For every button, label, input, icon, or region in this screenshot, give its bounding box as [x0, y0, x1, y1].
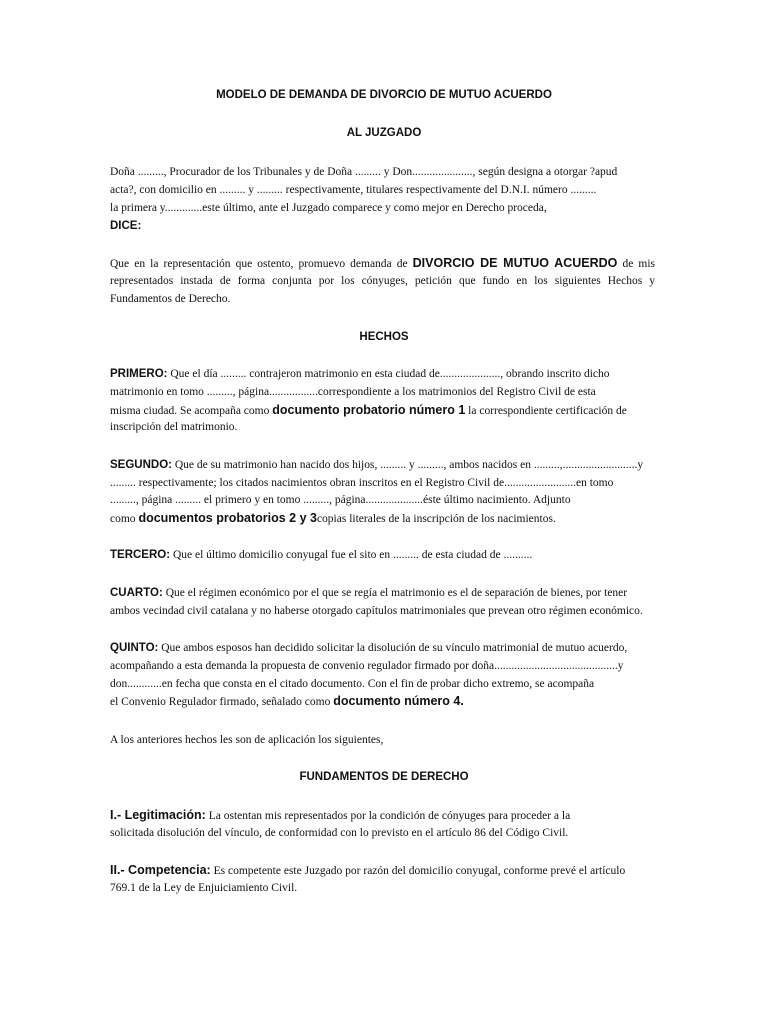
petition-line-2: representados instada de forma conjunta por los cónyuges, petición que fundo en los siguientes Hechos y [110, 275, 655, 287]
quinto-emphasis: documento número 4. [333, 694, 464, 708]
cuarto-line-1 [110, 586, 627, 600]
cuarto-label: CUARTO: [110, 587, 163, 599]
primero-line-2: matrimonio en tomo ........., página.................correspondiente a los matrimonios del Registro Civil de esta [110, 386, 596, 398]
quinto-text: Que ambos esposos han decidido solicitar la disolución de su vínculo matrimonial de mutuo acuerdo, [158, 642, 628, 654]
fund1-line-1 [110, 808, 570, 823]
quinto-line-2: acompañando a esta demanda la propuesta de convenio regulador firmado por doña...........................................y [110, 660, 624, 672]
segundo-text: Que de su matrimonio han nacido dos hijos, ......... y ........., ambos nacidos en .........,..........................y [171, 459, 644, 471]
intro-line-2: acta?, con domicilio en ......... y ......... respectivamente, titulares respectivamente del D.N.I. número ......... [110, 184, 597, 196]
hechos-heading: HECHOS [359, 331, 409, 343]
fund2-text: Es competente este Juzgado por razón del domicilio conyugal, conforme prevé el artículo [210, 865, 626, 877]
quinto-line-4 [110, 694, 464, 709]
segundo-emphasis: documentos probatorios 2 y 3 [138, 511, 317, 525]
document-subtitle: AL JUZGADO [346, 127, 422, 139]
fund2-line-2: 769.1 de la Ley de Enjuiciamiento Civil. [110, 882, 298, 894]
cuarto-text: Que el régimen económico por el que se regía el matrimonio es el de separación de bienes, por tener [162, 587, 628, 599]
primero-line-4: inscripción del matrimonio. [110, 421, 238, 433]
dice-label: DICE: [110, 220, 142, 232]
fund1-label: I.- Legitimación: [110, 808, 206, 822]
quinto-line-3: don............en fecha que consta en el citado documento. Con el fin de probar dicho extremo, se acompaña [110, 678, 595, 690]
petition-emphasis: DIVORCIO DE MUTUO ACUERDO [412, 256, 618, 270]
intro-line-3: la primera y.............este último, ante el Juzgado comparece y como mejor en Derecho proceda, [110, 202, 547, 214]
tercero-line-1 [110, 548, 532, 562]
primero-line-3 [110, 403, 627, 418]
fund1-line-2: solicitada disolución del vínculo, de conformidad con lo previsto en el artículo 86 del Código Civil. [110, 827, 569, 839]
petition-line-1 [110, 256, 655, 271]
primero-text: misma ciudad. Se acompaña como [110, 405, 273, 417]
transition-text: A los anteriores hechos les son de aplicación los siguientes, [110, 734, 384, 746]
segundo-text: como [110, 513, 139, 525]
primero-text: Que el día ......... contrajeron matrimonio en esta ciudad de....................., obrando inscrito dicho [167, 368, 610, 380]
segundo-text: copias literales de la inscripción de los nacimientos. [316, 513, 556, 525]
segundo-line-3: ........., página ......... el primero y en tomo ........., página....................éste último nacimiento. Adjunto [110, 494, 571, 506]
petition-line-3: Fundamentos de Derecho. [110, 293, 231, 305]
intro-line-1: Doña ........., Procurador de los Tribunales y de Doña ......... y Don....................., según designa a otorgar ?apud [110, 166, 618, 178]
quinto-line-1 [110, 641, 627, 655]
segundo-label: SEGUNDO: [110, 459, 172, 471]
segundo-line-4 [110, 511, 556, 526]
primero-line-1 [110, 367, 610, 381]
fund2-line-1 [110, 863, 625, 878]
document-title: MODELO DE DEMANDA DE DIVORCIO DE MUTUO ACUERDO [216, 89, 552, 101]
primero-label: PRIMERO: [110, 368, 168, 380]
primero-emphasis: documento probatorio número 1 [272, 403, 466, 417]
tercero-text: Que el último domicilio conyugal fue el sito en ......... de esta ciudad de .......... [170, 549, 533, 561]
cuarto-line-2: ambos vecindad civil catalana y no haberse otorgado capítulos matrimoniales que prevean otro régimen económico. [110, 605, 643, 617]
primero-text: la correspondiente certificación de [465, 405, 627, 417]
tercero-label: TERCERO: [110, 549, 171, 561]
fund1-text: La ostentan mis representados por la condición de cónyuges para proceder a la [205, 810, 571, 822]
quinto-label: QUINTO: [110, 642, 159, 654]
fundamentos-heading: FUNDAMENTOS DE DERECHO [299, 771, 469, 783]
fund2-label: II.- Competencia: [110, 863, 211, 877]
petition-text: Que en la representación que ostento, promuevo demanda de [110, 258, 413, 270]
segundo-line-1 [110, 458, 643, 472]
quinto-text: el Convenio Regulador firmado, señalado como [110, 696, 334, 708]
petition-text: de mis [617, 258, 655, 270]
segundo-line-2: ......... respectivamente; los citados nacimientos obran inscritos en el Registro Civil de.........................en tomo [110, 477, 614, 489]
